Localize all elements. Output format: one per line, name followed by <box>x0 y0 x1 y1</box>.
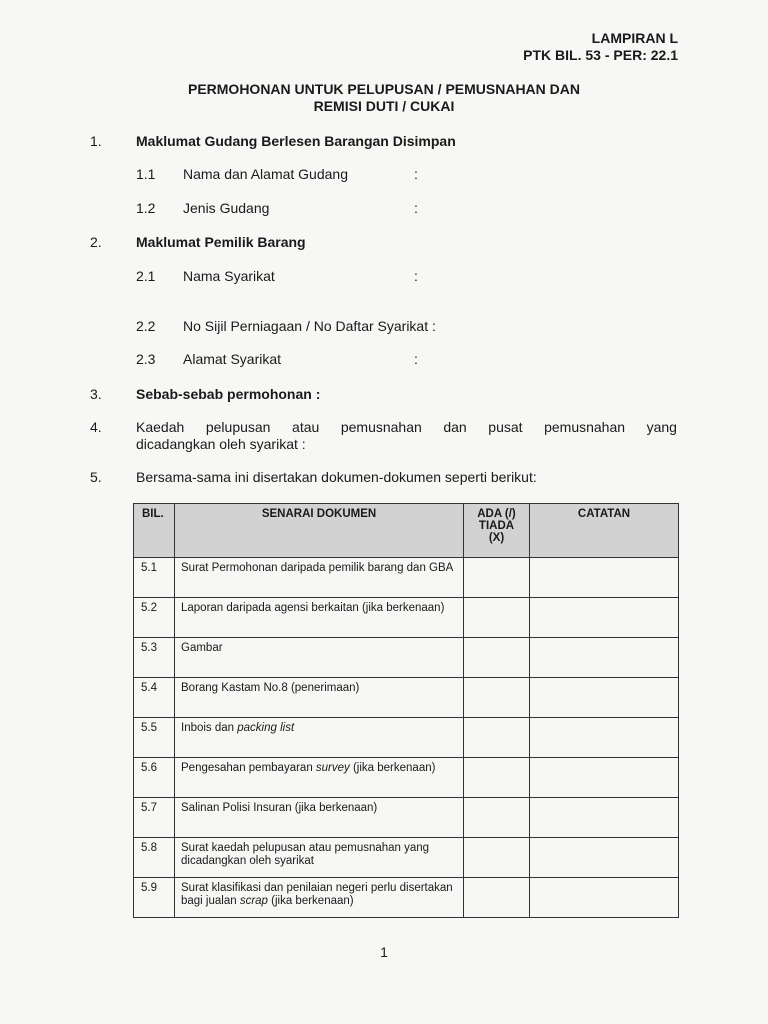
catatan-cell[interactable] <box>530 758 679 798</box>
item-2-1-number: 2.1 <box>136 268 156 284</box>
section-2-title: Maklumat Pemilik Barang <box>136 234 306 250</box>
item-2-2-label: No Sijil Perniagaan / No Daftar Syarikat : <box>183 318 436 334</box>
catatan-cell[interactable] <box>530 798 679 838</box>
reference-number: PTK BIL. 53 - PER: 22.1 <box>523 47 678 63</box>
table-row <box>134 758 679 798</box>
section-1-title: Maklumat Gudang Berlesen Barangan Disimpan <box>136 133 456 149</box>
item-2-3-colon: : <box>414 351 418 367</box>
section-1-number: 1. <box>90 133 102 149</box>
table-row <box>134 598 679 638</box>
row-number: 5.2 <box>134 598 175 638</box>
item-2-1-label: Nama Syarikat <box>183 268 275 284</box>
table-row <box>134 798 679 838</box>
ada-tiada-cell[interactable] <box>464 638 530 678</box>
document-text: Inbois dan <box>181 722 238 734</box>
row-number: 5.6 <box>134 758 175 798</box>
header-catatan: CATATAN <box>530 504 679 558</box>
header-ada-tiada <box>464 504 530 558</box>
item-2-3-number: 2.3 <box>136 351 156 367</box>
document-name <box>175 758 464 798</box>
item-2-3-label: Alamat Syarikat <box>183 351 282 367</box>
row-number: 5.1 <box>134 558 175 598</box>
item-1-2-number: 1.2 <box>136 200 156 216</box>
header-bil: BIL. <box>134 504 175 558</box>
item-1-2-colon: : <box>414 200 418 216</box>
section-5-text: Bersama-sama ini disertakan dokumen-dokumen seperti berikut: <box>136 469 537 485</box>
word: dan <box>443 419 467 435</box>
table-row <box>134 678 679 718</box>
table-row <box>134 878 679 918</box>
document-name <box>175 838 464 878</box>
row-number: 5.5 <box>134 718 175 758</box>
title-line-2: REMISI DUTI / CUKAI <box>313 98 455 114</box>
catatan-cell[interactable] <box>530 638 679 678</box>
header-tiada: TIADA <box>478 520 515 532</box>
table-row <box>134 638 679 678</box>
italic-term: survey <box>315 762 350 774</box>
section-3-title: Sebab-sebab permohonan : <box>136 386 321 402</box>
ada-tiada-cell[interactable] <box>464 878 530 918</box>
section-2-number: 2. <box>90 234 102 250</box>
section-4-line-2: dicadangkan oleh syarikat : <box>136 436 306 452</box>
section-4-text <box>136 419 677 453</box>
catatan-cell[interactable] <box>530 838 679 878</box>
ada-tiada-cell[interactable] <box>464 838 530 878</box>
appendix-reference <box>523 30 678 64</box>
ada-tiada-cell[interactable] <box>464 798 530 838</box>
section-4-number: 4. <box>90 419 102 435</box>
row-number: 5.7 <box>134 798 175 838</box>
catatan-cell[interactable] <box>530 878 679 918</box>
word: pelupusan <box>205 419 271 435</box>
item-1-2-label: Jenis Gudang <box>183 200 270 216</box>
document-text: Surat klasifikasi dan penilaian negeri perlu disertakan bagi jualan <box>181 882 453 907</box>
item-1-1-label: Nama dan Alamat Gudang <box>183 166 348 182</box>
document-text: Pengesahan pembayaran <box>181 762 316 774</box>
row-number: 5.8 <box>134 838 175 878</box>
table-row <box>134 558 679 598</box>
document-text: Salinan Polisi Insuran (jika berkenaan) <box>181 802 378 814</box>
italic-term: packing list <box>237 722 295 734</box>
word: yang <box>646 419 677 435</box>
catatan-cell[interactable] <box>530 718 679 758</box>
table-row <box>134 718 679 758</box>
document-name <box>175 598 464 638</box>
catatan-cell[interactable] <box>530 558 679 598</box>
table-header-row <box>134 504 679 558</box>
word: pusat <box>488 419 523 435</box>
section-3-number: 3. <box>90 386 102 402</box>
header-senarai-dokumen: SENARAI DOKUMEN <box>175 504 464 558</box>
document-checklist-table <box>133 503 679 918</box>
document-name <box>175 638 464 678</box>
document-text: (jika berkenaan) <box>267 895 354 907</box>
document-name <box>175 798 464 838</box>
ada-tiada-cell[interactable] <box>464 558 530 598</box>
page-number: 1 <box>380 944 388 960</box>
document-text: Surat kaedah pelupusan atau pemusnahan yang dicadangkan oleh syarikat <box>181 842 430 867</box>
title-line-1: PERMOHONAN UNTUK PELUPUSAN / PEMUSNAHAN DAN <box>187 81 580 97</box>
item-1-1-colon: : <box>414 166 418 182</box>
document-name <box>175 878 464 918</box>
document-text: (jika berkenaan) <box>349 762 436 774</box>
document-text: Laporan daripada agensi berkaitan (jika berkenaan) <box>181 602 445 614</box>
word: Kaedah <box>136 419 185 435</box>
ada-tiada-cell[interactable] <box>464 718 530 758</box>
document-name <box>175 718 464 758</box>
row-number: 5.3 <box>134 638 175 678</box>
table-body <box>134 558 679 918</box>
section-5-number: 5. <box>90 469 102 485</box>
catatan-cell[interactable] <box>530 598 679 638</box>
document-title <box>0 81 768 115</box>
document-name <box>175 558 464 598</box>
ada-tiada-cell[interactable] <box>464 678 530 718</box>
ada-tiada-cell[interactable] <box>464 598 530 638</box>
item-2-1-colon: : <box>414 268 418 284</box>
word: atau <box>292 419 320 435</box>
word: pemusnahan <box>340 419 422 435</box>
catatan-cell[interactable] <box>530 678 679 718</box>
section-4-line-1 <box>136 419 677 436</box>
document-text: Gambar <box>181 642 223 654</box>
document-text: Surat Permohonan daripada pemilik barang dan GBA <box>181 562 454 574</box>
row-number: 5.9 <box>134 878 175 918</box>
ada-tiada-cell[interactable] <box>464 758 530 798</box>
item-2-2-number: 2.2 <box>136 318 156 334</box>
document-name <box>175 678 464 718</box>
table-row <box>134 838 679 878</box>
italic-term: scrap <box>239 895 268 907</box>
header-x: (X) <box>488 532 505 544</box>
word: pemusnahan <box>544 419 626 435</box>
row-number: 5.4 <box>134 678 175 718</box>
header-ada: ADA (/) <box>477 508 516 520</box>
appendix-label: LAMPIRAN L <box>591 30 678 46</box>
document-text: Borang Kastam No.8 (penerimaan) <box>181 682 360 694</box>
item-1-1-number: 1.1 <box>136 166 156 182</box>
